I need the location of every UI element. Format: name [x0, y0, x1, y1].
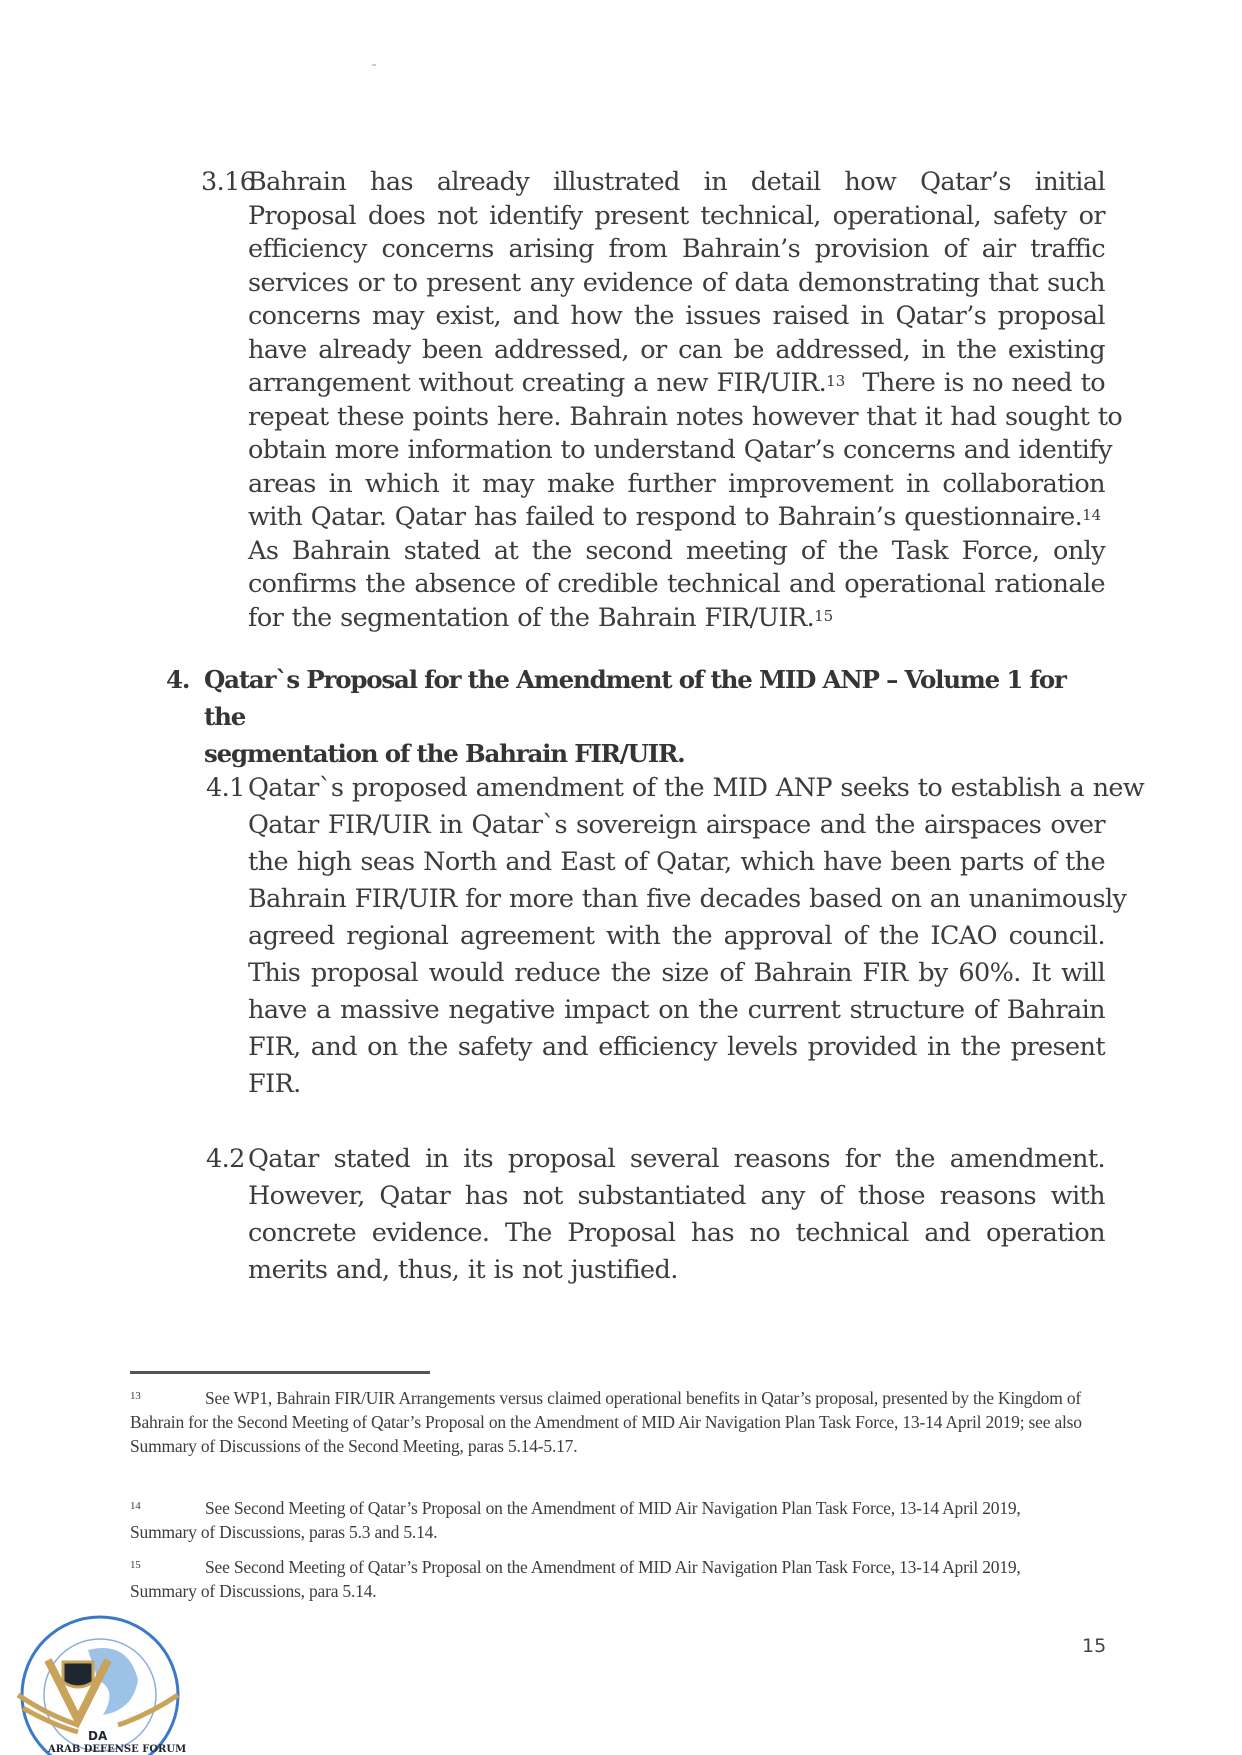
text-line: merits and, thus, it is not justified.	[248, 1255, 678, 1285]
shield-icon	[63, 1662, 93, 1687]
footnote-13	[130, 1386, 1090, 1458]
footnote-text: See Second Meeting of Qatar’s Proposal on the Amendment of MID Air Navigation Plan Task Force, 13-14 April 2019, Summary of Discussions, paras 5.3 and 5.14.	[130, 1498, 1021, 1542]
text-line: As Bahrain stated at the second meeting of the Task Force, only	[248, 535, 1105, 566]
text-line: have a massive negative impact on the current structure of Bahrain	[248, 995, 1105, 1025]
scan-artifact	[372, 64, 376, 66]
footnote-ref-15[interactable]: 15	[814, 606, 834, 625]
text-line: Proposal does not identify present technical, operational, safety or	[248, 200, 1105, 231]
section-heading	[166, 661, 1106, 772]
stamp-logo	[8, 1600, 188, 1755]
text-line: Qatar FIR/UIR in Qatar`s sovereign airspace and the airspaces over	[248, 810, 1105, 840]
section-title-line: segmentation of the Bahrain FIR/UIR.	[204, 739, 685, 768]
text-line: FIR.	[248, 1069, 301, 1099]
text-line: concerns may exist, and how the issues raised in Qatar’s proposal	[248, 301, 1105, 331]
text-line: repeat these points here. Bahrain notes however that it had sought to	[248, 401, 1123, 432]
text-line: have already been addressed, or can be addressed, in the existing	[248, 334, 1105, 365]
footnote-ref-13[interactable]: 13	[826, 372, 846, 390]
paragraph-number: 3.16	[201, 167, 256, 197]
text-segment: for the segmentation of the Bahrain FIR/UIR.	[248, 602, 815, 633]
text-segment: There is no need to	[862, 368, 1106, 398]
text-line: the high seas North and East of Qatar, which have been parts of the	[248, 847, 1105, 877]
stamp-label: ARAB DEFENSE FORUM	[48, 1744, 187, 1755]
footnote-number: 13	[130, 1390, 141, 1402]
text-line: concrete evidence. The Proposal has no technical and operation	[248, 1218, 1105, 1248]
text-line	[248, 501, 1105, 535]
text-segment: arrangement without creating a new FIR/UIR.	[248, 368, 827, 398]
paragraph-4-1	[206, 770, 1145, 1103]
text-line: Qatar stated in its proposal several reasons for the amendment.	[248, 1144, 1105, 1174]
section-number: 4.	[166, 665, 190, 694]
text-line: This proposal would reduce the size of Bahrain FIR by 60%. It will	[248, 958, 1105, 988]
text-line: areas in which it may make further improvement in collaboration	[248, 468, 1105, 499]
paragraph-4-2	[206, 1141, 1105, 1289]
footnote-number: 15	[130, 1559, 141, 1571]
footnote-separator	[130, 1371, 430, 1374]
text-line: obtain more information to understand Qatar’s concerns and identify	[248, 435, 1112, 465]
footnote-number: 14	[130, 1500, 141, 1512]
footnote-text: See Second Meeting of Qatar’s Proposal on the Amendment of MID Air Navigation Plan Task Force, 13-14 April 2019, Summary of Discussions, para 5.14.	[130, 1557, 1021, 1601]
stamp-monogram: DA	[88, 1729, 108, 1743]
footnote-ref-14[interactable]: 14	[1082, 506, 1102, 524]
text-line	[248, 367, 1105, 401]
text-line: confirms the absence of credible technical and operational rationale	[248, 569, 1105, 599]
footnote-14	[130, 1496, 1090, 1544]
paragraph-number: 4.1	[206, 773, 245, 803]
section-title-line: Qatar`s Proposal for the Amendment of the MID ANP – Volume 1 for the	[204, 665, 1066, 731]
text-line: agreed regional agreement with the approval of the ICAO council.	[248, 921, 1105, 951]
text-line: FIR, and on the safety and efficiency levels provided in the present	[248, 1032, 1105, 1062]
text-line: efficiency concerns arising from Bahrain’s provision of air traffic	[248, 234, 1105, 264]
text-line: Qatar`s proposed amendment of the MID ANP seeks to establish a new	[248, 773, 1145, 803]
text-line: However, Qatar has not substantiated any of those reasons with	[248, 1181, 1105, 1211]
text-line: Bahrain has already illustrated in detail how Qatar’s initial	[248, 167, 1105, 197]
text-line: services or to present any evidence of data demonstrating that such	[248, 267, 1105, 298]
text-line: Bahrain FIR/UIR for more than five decades based on an unanimously	[248, 884, 1127, 914]
paragraph-number: 4.2	[206, 1144, 245, 1174]
footnote-15	[130, 1555, 1090, 1603]
page-number: 15	[1082, 1635, 1107, 1657]
text-line	[248, 602, 1105, 636]
paragraph-3-16	[201, 166, 1123, 635]
footnote-text: See WP1, Bahrain FIR/UIR Arrangements versus claimed operational benefits in Qatar’s proposal, presented by the Kingdom of Bahrain for the Second Meeting of Qatar’s Proposal on the Amendment of MID Air Navigation Plan Task Force, 13-14 April 2019; see also Summary of Discussions of the Second Meeting, paras 5.14-5.17.	[130, 1388, 1082, 1456]
text-segment: with Qatar. Qatar has failed to respond to Bahrain’s questionnaire.	[248, 502, 1083, 532]
